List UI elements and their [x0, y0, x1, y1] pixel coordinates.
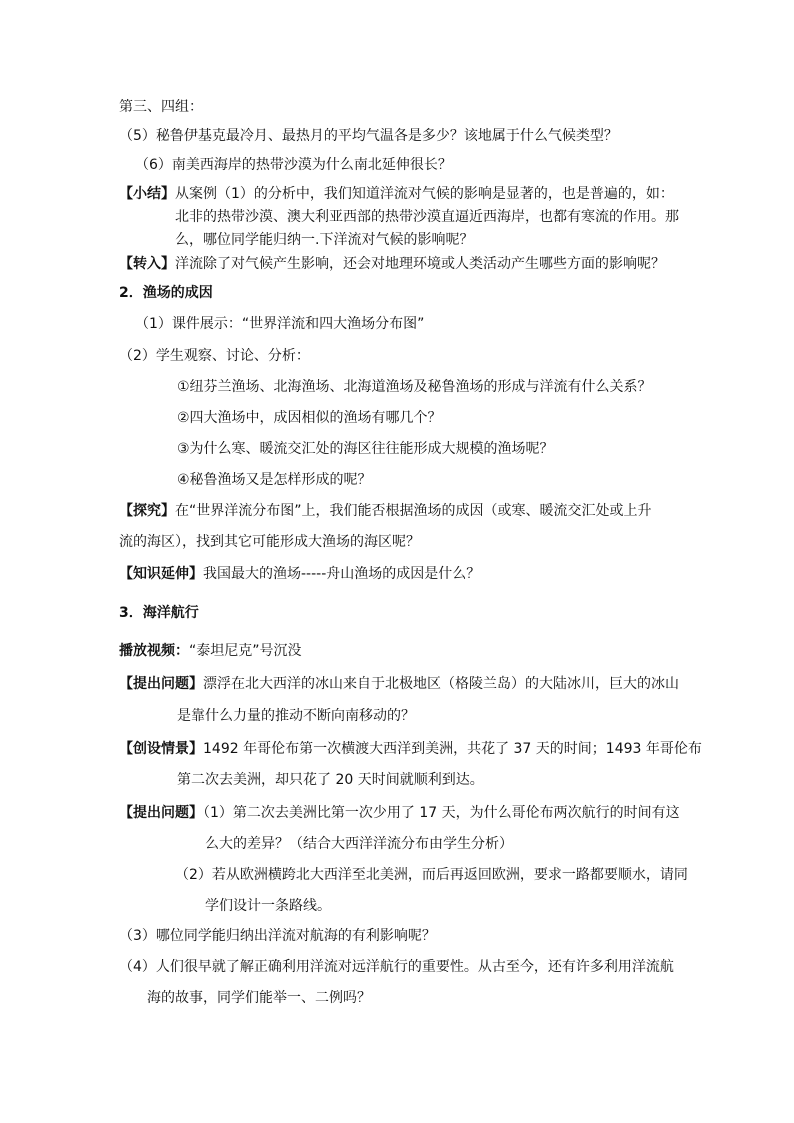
- question-6: （6）南美西海岸的热带沙漠为什么南北延伸很长？: [135, 157, 452, 173]
- explore-line-1: [119, 502, 652, 520]
- question-4-line-1: （4）人们很早就了解正确利用洋流对远洋航行的重要性。从古至今，还有许多利用洋流航: [119, 959, 674, 975]
- scene-label: 【创设情景】: [119, 741, 203, 757]
- ask1-label: 【提出问题】: [119, 676, 203, 692]
- ask2-line-2: 么大的差异？（结合大西洋洋流分布由学生分析）: [205, 836, 513, 852]
- s2-sub-3: ③为什么寒、暖流交汇处的海区往往能形成大规模的渔场呢？: [177, 441, 554, 457]
- scene-line-1: [119, 740, 702, 758]
- extend-label: 【知识延伸】: [119, 566, 203, 582]
- transition-label: 【转入】: [119, 256, 175, 272]
- s2-sub-4: ④秘鲁渔场又是怎样形成的呢？: [177, 472, 372, 488]
- ask2-line-1: [119, 804, 680, 822]
- summary-line-3: 么，哪位同学能归纳一.下洋流对气候的影响呢？: [175, 232, 474, 248]
- ask2-text-1: （1）第二次去美洲比第一次少用了 17 天，为什么哥伦布两次航行的时间有这: [203, 805, 680, 821]
- ask1-line-1: [119, 675, 679, 693]
- explore-text-1: 在“世界洋流分布图”上，我们能否根据渔场的成因（或寒、暖流交汇处或上升: [175, 503, 652, 519]
- group-heading: 第三、四组：: [119, 99, 203, 115]
- explore-label: 【探究】: [119, 503, 175, 519]
- extend-text: 我国最大的渔场-----舟山渔场的成因是什么？: [203, 566, 481, 582]
- ask1-line-2: 是靠什么力量的推动不断向南移动的？: [177, 708, 415, 724]
- video-label: 播放视频：: [119, 643, 189, 659]
- video-text: “泰坦尼克”号沉没: [189, 643, 302, 659]
- summary-line-2: 北非的热带沙漠、澳大利亚西部的热带沙漠直逼近西海岸，也都有寒流的作用。那: [175, 209, 679, 225]
- ask2-line-4: 学们设计一条路线。: [205, 898, 331, 914]
- summary-text-1: 从案例（1）的分析中，我们知道洋流对气候的影响是显著的，也是普遍的，如：: [175, 186, 674, 202]
- scene-text-1: 1492 年哥伦布第一次横渡大西洋到美洲，共花了 37 天的时间；1493 年哥伦布: [203, 741, 702, 757]
- scene-line-2: 第二次去美洲，却只花了 20 天时间就顺利到达。: [177, 772, 484, 788]
- explore-line-2: 流的海区），找到其它可能形成大渔场的海区呢？: [119, 534, 420, 550]
- section-2-title: 2．渔场的成因: [119, 285, 213, 301]
- ask2-line-3: （2）若从欧洲横跨北大西洋至北美洲，而后再返回欧洲，要求一路都要顺水，请同: [175, 867, 688, 883]
- s2-sub-2: ②四大渔场中，成因相似的渔场有哪几个？: [177, 410, 442, 426]
- s2-item-1: （1）课件展示：“世界洋流和四大渔场分布图”: [135, 316, 425, 332]
- video-line: [119, 642, 302, 660]
- transition-line: [119, 255, 665, 273]
- s2-sub-1: ①纽芬兰渔场、北海渔场、北海道渔场及秘鲁渔场的形成与洋流有什么关系？: [177, 379, 652, 395]
- summary-label: 【小结】: [119, 186, 175, 202]
- ask2-label: 【提出问题】: [119, 805, 203, 821]
- ask1-text-1: 漂浮在北大西洋的冰山来自于北极地区（格陵兰岛）的大陆冰川，巨大的冰山: [203, 676, 679, 692]
- transition-text: 洋流除了对气候产生影响，还会对地理环境或人类活动产生哪些方面的影响呢？: [175, 256, 665, 272]
- s2-item-2: （2）学生观察、讨论、分析：: [119, 348, 310, 364]
- question-4-line-2: 海的故事，同学们能举一、二例吗？: [147, 990, 371, 1006]
- summary-line-1: [119, 185, 674, 203]
- section-3-title: 3．海洋航行: [119, 605, 199, 621]
- question-5: （5）秘鲁伊基克最冷月、最热月的平均气温各是多少？该地属于什么气候类型？: [119, 128, 618, 144]
- question-3: （3）哪位同学能归纳出洋流对航海的有利影响呢？: [119, 928, 436, 944]
- extend-line: [119, 565, 480, 583]
